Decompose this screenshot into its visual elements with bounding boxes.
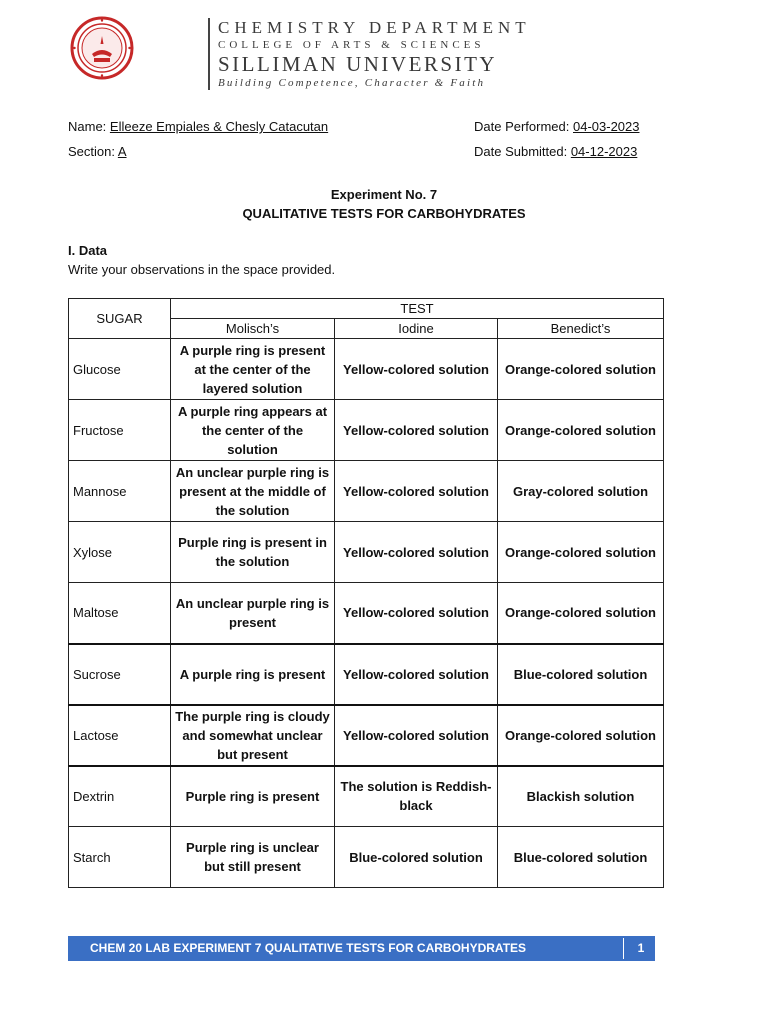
section-value: A xyxy=(117,144,127,159)
iodine-header: Iodine xyxy=(335,319,498,339)
table-row xyxy=(69,827,664,888)
section-label: Section: xyxy=(68,144,118,159)
name-row xyxy=(68,119,328,135)
instruction-text: Write your observations in the space provided. xyxy=(68,262,336,277)
experiment-title: QUALITATIVE TESTS FOR CARBOHYDRATES xyxy=(242,206,526,221)
iodine-cell: Yellow-colored solution xyxy=(335,400,498,461)
benedict-cell: Orange-colored solution xyxy=(498,522,664,583)
university-name: SILLIMAN UNIVERSITY xyxy=(218,52,498,76)
date-performed-row xyxy=(474,119,640,135)
iodine-cell: Yellow-colored solution xyxy=(335,461,498,522)
benedict-cell: Orange-colored solution xyxy=(498,339,664,400)
sugar-cell: Sucrose xyxy=(69,644,171,705)
iodine-cell: Yellow-colored solution xyxy=(335,583,498,644)
date-submitted-value: 04-12-2023 xyxy=(570,144,638,159)
footer-divider xyxy=(623,938,624,959)
page-number: 1 xyxy=(637,941,645,955)
letterhead xyxy=(70,16,531,92)
table-row xyxy=(69,583,664,644)
table-row xyxy=(69,644,664,705)
experiment-number: Experiment No. 7 xyxy=(330,187,438,202)
sugar-cell: Mannose xyxy=(69,461,171,522)
section-heading: I. Data xyxy=(68,243,108,258)
footer-bar xyxy=(68,936,655,961)
department-name: CHEMISTRY DEPARTMENT xyxy=(218,18,531,37)
iodine-cell: Blue-colored solution xyxy=(335,827,498,888)
observations-table xyxy=(68,298,664,888)
section-row xyxy=(68,144,127,160)
sugar-cell: Glucose xyxy=(69,339,171,400)
date-submitted-row xyxy=(474,144,637,160)
molisch-cell: An unclear purple ring is present xyxy=(171,583,335,644)
name-label: Name: xyxy=(68,119,110,134)
molisch-cell: Purple ring is present xyxy=(171,766,335,827)
benedict-cell: Orange-colored solution xyxy=(498,705,664,766)
sugar-cell: Starch xyxy=(69,827,171,888)
table-row xyxy=(69,705,664,766)
iodine-cell: Yellow-colored solution xyxy=(335,339,498,400)
iodine-cell: Yellow-colored solution xyxy=(335,705,498,766)
table-row xyxy=(69,461,664,522)
date-submitted-label: Date Submitted: xyxy=(474,144,571,159)
footer-title: CHEM 20 LAB EXPERIMENT 7 QUALITATIVE TESTS FOR CARBOHYDRATES xyxy=(90,941,527,955)
letterhead-divider xyxy=(208,18,210,90)
table-row xyxy=(69,339,664,400)
sugar-header: SUGAR xyxy=(69,299,171,339)
molisch-header: Molisch’s xyxy=(171,319,335,339)
university-motto: Building Competence, Character & Faith xyxy=(218,77,486,89)
college-name: COLLEGE OF ARTS & SCIENCES xyxy=(218,39,485,51)
benedict-cell: Blue-colored solution xyxy=(498,827,664,888)
letterhead-text xyxy=(218,18,531,90)
molisch-cell: The purple ring is cloudy and somewhat unclear but present xyxy=(171,705,335,766)
molisch-cell: An unclear purple ring is present at the middle of the solution xyxy=(171,461,335,522)
iodine-cell: Yellow-colored solution xyxy=(335,644,498,705)
test-header: TEST xyxy=(171,299,664,319)
iodine-cell: The solution is Reddish-black xyxy=(335,766,498,827)
benedict-cell: Blackish solution xyxy=(498,766,664,827)
sugar-cell: Xylose xyxy=(69,522,171,583)
benedict-cell: Blue-colored solution xyxy=(498,644,664,705)
table-row xyxy=(69,522,664,583)
benedict-cell: Orange-colored solution xyxy=(498,400,664,461)
molisch-cell: A purple ring is present at the center of the layered solution xyxy=(171,339,335,400)
benedict-cell: Gray-colored solution xyxy=(498,461,664,522)
table-row xyxy=(69,766,664,827)
molisch-cell: Purple ring is unclear but still present xyxy=(171,827,335,888)
university-seal-icon xyxy=(70,16,134,80)
benedict-header: Benedict’s xyxy=(498,319,664,339)
date-performed-label: Date Performed: xyxy=(474,119,573,134)
molisch-cell: A purple ring is present xyxy=(171,644,335,705)
benedict-cell: Orange-colored solution xyxy=(498,583,664,644)
sugar-cell: Dextrin xyxy=(69,766,171,827)
sugar-cell: Lactose xyxy=(69,705,171,766)
molisch-cell: Purple ring is present in the solution xyxy=(171,522,335,583)
sugar-cell: Fructose xyxy=(69,400,171,461)
table-row xyxy=(69,400,664,461)
sugar-cell: Maltose xyxy=(69,583,171,644)
date-performed-value: 04-03-2023 xyxy=(573,119,640,134)
molisch-cell: A purple ring appears at the center of the solution xyxy=(171,400,335,461)
iodine-cell: Yellow-colored solution xyxy=(335,522,498,583)
name-value: Elleeze Empiales & Chesly Catacutan xyxy=(109,119,329,134)
table-header-row xyxy=(69,299,664,319)
